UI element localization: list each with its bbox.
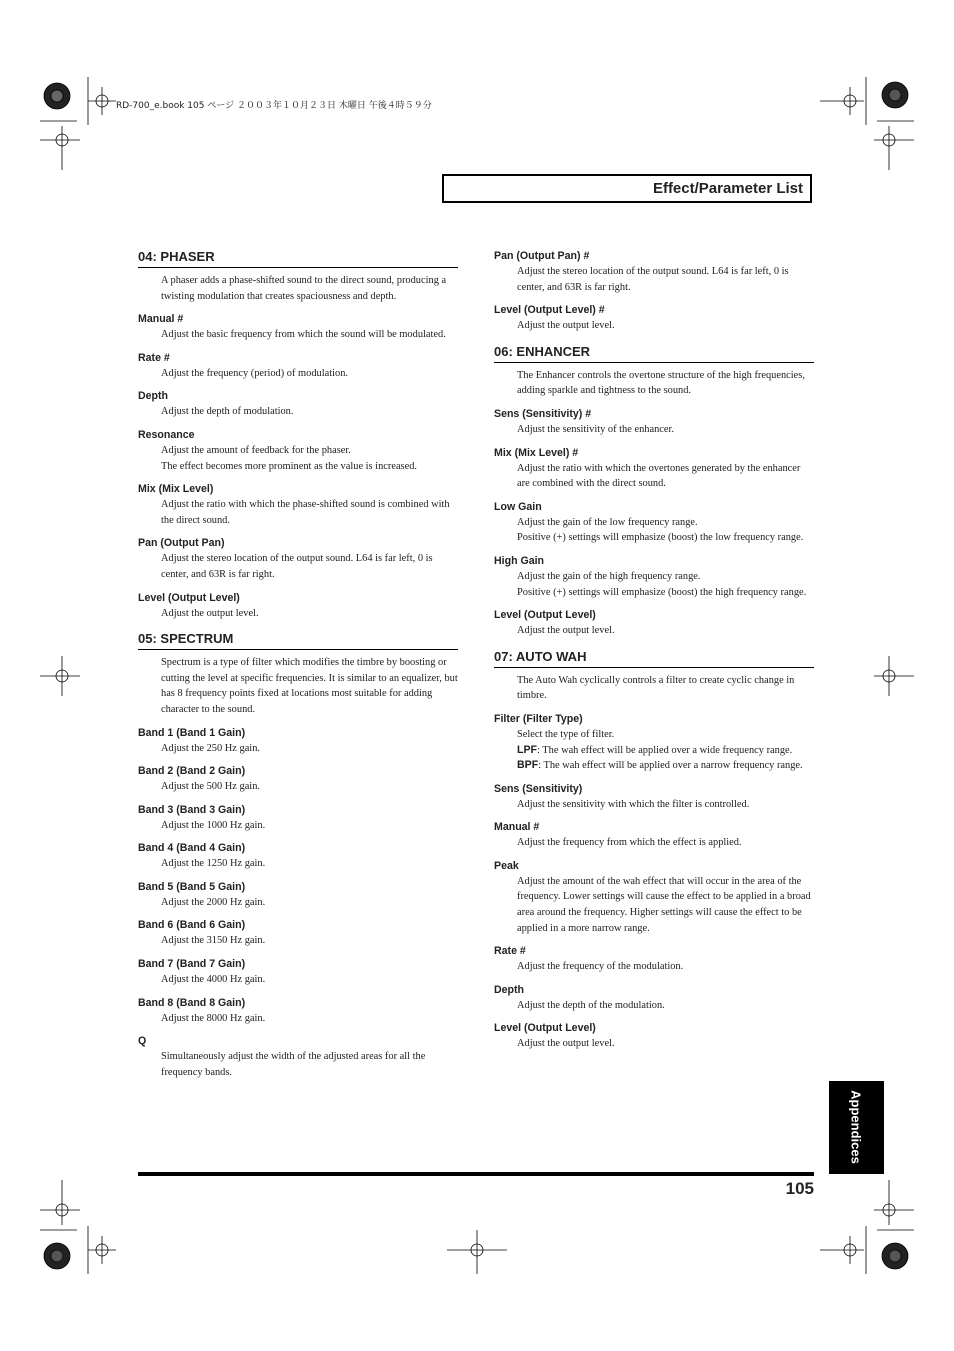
right-column xyxy=(494,249,814,1060)
param-desc: Adjust the 1000 Hz gain. xyxy=(161,819,266,831)
param-desc xyxy=(161,443,458,474)
param-name: Rate # xyxy=(494,945,526,958)
param-desc: Adjust the depth of the modulation. xyxy=(517,999,665,1011)
param-desc: Adjust the amount of the wah effect that will occur in the area of the frequency. Lower settings will cause the effect to be applied in a broad area around the frequency. Higher settings will cause the effect to be applied in a more narrow range. xyxy=(517,875,811,934)
param-desc xyxy=(517,515,814,546)
param-desc: Adjust the 4000 Hz gain. xyxy=(161,974,266,986)
section-heading-spectrum: 05: SPECTRUM xyxy=(138,631,458,650)
footer-rule xyxy=(138,1172,814,1176)
param-desc: Adjust the 500 Hz gain. xyxy=(161,781,260,793)
section-intro: A phaser adds a phase-shifted sound to the direct sound, producing a twisting modulation that creates spaciousness and depth. xyxy=(161,275,447,302)
param-name: Q xyxy=(138,1035,147,1048)
param-desc: Adjust the stereo location of the output sound. L64 is far left, 0 is center, and 63R is far right. xyxy=(161,553,433,580)
param-name: Band 1 (Band 1 Gain) xyxy=(138,726,246,739)
param-name: Level (Output Level) # xyxy=(494,304,605,317)
section-tab-label: Appendices xyxy=(848,1090,864,1164)
param-desc-line: Select the type of filter. xyxy=(517,728,615,740)
filter-option-desc: : The wah effect will be applied over a narrow frequency range. xyxy=(538,760,803,772)
param-desc xyxy=(517,727,814,774)
param-name: Level (Output Level) xyxy=(494,1022,596,1035)
param-name: Manual # xyxy=(138,313,184,326)
print-header: RD-700_e.book 105 ページ ２００３年１０月２３日 木曜日 午後４時５９分 xyxy=(116,101,432,111)
param-desc: Adjust the stereo location of the output sound. L64 is far left, 0 is center, and 63R is far right. xyxy=(517,266,789,293)
filter-option-label: LPF xyxy=(517,743,538,756)
param-desc-line: Positive (+) settings will emphasize (boost) the high frequency range. xyxy=(517,586,807,598)
section-intro: The Auto Wah cyclically controls a filter to create cyclic change in timbre. xyxy=(517,674,795,702)
param-name: Low Gain xyxy=(494,500,542,513)
param-name: Sens (Sensitivity) xyxy=(494,782,583,795)
param-desc-line: Adjust the amount of feedback for the phaser. xyxy=(161,444,351,456)
param-name: Band 4 (Band 4 Gain) xyxy=(138,842,246,855)
param-desc: Adjust the 8000 Hz gain. xyxy=(161,1012,266,1024)
param-name: Rate # xyxy=(138,351,170,364)
param-name: Band 8 (Band 8 Gain) xyxy=(138,996,246,1009)
param-desc-line: Adjust the gain of the high frequency range. xyxy=(517,570,701,582)
section-heading-phaser: 04: PHASER xyxy=(138,249,458,268)
param-desc: Adjust the 2000 Hz gain. xyxy=(161,896,266,908)
param-name: Mix (Mix Level) # xyxy=(494,446,579,459)
param-name: Band 5 (Band 5 Gain) xyxy=(138,880,246,893)
section-intro: The Enhancer controls the overtone structure of the high frequencies, adding sparkle and tightness to the sound. xyxy=(517,369,805,397)
param-desc-line: Adjust the gain of the low frequency range. xyxy=(517,516,698,528)
param-desc: Adjust the frequency from which the effect is applied. xyxy=(517,837,742,849)
param-name: Resonance xyxy=(138,428,195,441)
param-desc: Adjust the depth of modulation. xyxy=(161,406,294,418)
param-name: Peak xyxy=(494,859,519,872)
section-tab xyxy=(829,1081,884,1174)
filter-option-lpf xyxy=(517,743,814,759)
param-desc: Adjust the sensitivity of the enhancer. xyxy=(517,423,674,435)
param-desc: Adjust the frequency (period) of modulation. xyxy=(161,367,348,379)
param-name: Band 6 (Band 6 Gain) xyxy=(138,919,246,932)
param-name: Band 7 (Band 7 Gain) xyxy=(138,958,246,971)
param-desc: Adjust the frequency of the modulation. xyxy=(517,961,684,973)
param-desc-line: The effect becomes more prominent as the value is increased. xyxy=(161,460,418,472)
filter-option-label: BPF xyxy=(517,759,539,772)
section-intro: Spectrum is a type of filter which modifies the timbre by boosting or cutting the level at specific frequencies. It is similar to an equalizer, but has 8 frequency points fixed at locations most suitable for adding character to the sound. xyxy=(161,657,458,715)
param-desc: Adjust the output level. xyxy=(517,625,615,637)
param-desc: Adjust the 1250 Hz gain. xyxy=(161,858,266,870)
param-desc: Adjust the ratio with which the phase-shifted sound is combined with the direct sound. xyxy=(161,499,450,526)
param-name: Band 3 (Band 3 Gain) xyxy=(138,803,246,816)
filter-option-desc: : The wah effect will be applied over a wide frequency range. xyxy=(537,744,793,756)
param-name: Band 2 (Band 2 Gain) xyxy=(138,765,246,778)
section-heading-enhancer: 06: ENHANCER xyxy=(494,344,814,363)
param-name: Mix (Mix Level) xyxy=(138,483,214,496)
left-column xyxy=(138,249,458,1088)
param-desc: Adjust the basic frequency from which the sound will be modulated. xyxy=(161,329,446,341)
page-title: Effect/Parameter List xyxy=(442,174,812,203)
page-number: 105 xyxy=(785,1179,814,1198)
param-desc: Adjust the 250 Hz gain. xyxy=(161,742,260,754)
param-desc-line: Positive (+) settings will emphasize (boost) the low frequency range. xyxy=(517,532,804,544)
param-desc: Adjust the output level. xyxy=(517,1038,615,1050)
param-name: Pan (Output Pan) xyxy=(138,537,225,550)
param-name: Filter (Filter Type) xyxy=(494,712,583,725)
param-name: High Gain xyxy=(494,554,545,567)
param-desc: Adjust the sensitivity with which the filter is controlled. xyxy=(517,798,750,810)
param-name: Depth xyxy=(138,390,169,403)
param-desc xyxy=(517,569,814,600)
filter-option-bpf xyxy=(517,758,814,774)
param-name: Level (Output Level) xyxy=(494,609,596,622)
param-desc: Simultaneously adjust the width of the adjusted areas for all the frequency bands. xyxy=(161,1051,426,1078)
param-desc: Adjust the output level. xyxy=(517,320,615,332)
param-desc: Adjust the ratio with which the overtones generated by the enhancer are combined with the direct sound. xyxy=(517,462,801,490)
param-desc: Adjust the output level. xyxy=(161,607,259,619)
param-name: Level (Output Level) xyxy=(138,591,240,604)
param-desc: Adjust the 3150 Hz gain. xyxy=(161,935,266,947)
param-name: Pan (Output Pan) # xyxy=(494,250,590,262)
param-name: Sens (Sensitivity) # xyxy=(494,407,592,420)
param-name: Depth xyxy=(494,983,525,996)
param-name: Manual # xyxy=(494,821,540,834)
section-heading-auto-wah: 07: AUTO WAH xyxy=(494,649,814,668)
